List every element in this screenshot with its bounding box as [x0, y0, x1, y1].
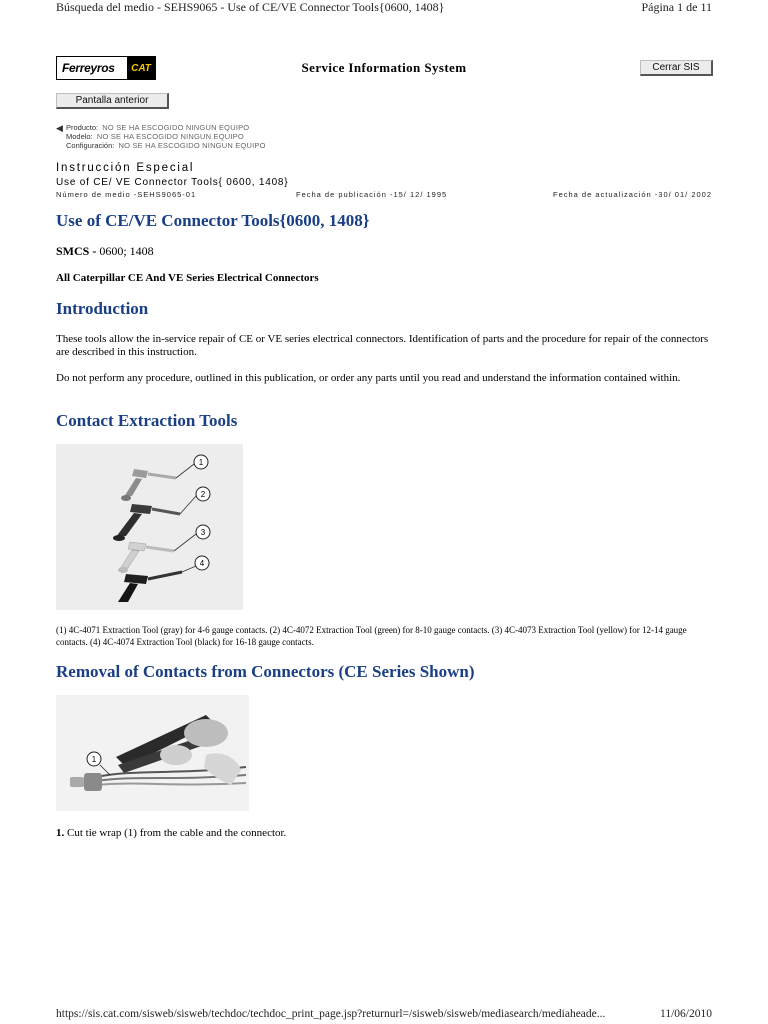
publication-date: Fecha de publicación -15/ 12/ 1995: [296, 190, 448, 199]
removal-figure: [56, 695, 249, 811]
smcs-line: [56, 245, 716, 258]
back-arrow-icon[interactable]: ◀: [56, 123, 63, 133]
step-1-text: Cut tie wrap (1) from the cable and the connector.: [67, 827, 287, 839]
footer-url: https://sis.cat.com/sisweb/sisweb/techdoc/techdoc_print_page.jsp?returnurl=/sisweb/sisweb/mediasearch/mediaheade...: [56, 1008, 606, 1020]
document-type: Instrucción Especial: [56, 162, 195, 174]
smcs-label: SMCS -: [56, 244, 97, 258]
main-title: Use of CE/VE Connector Tools{0600, 1408}: [56, 211, 370, 230]
logo-brand: Ferreyros: [62, 61, 115, 75]
previous-screen-button[interactable]: Pantalla anterior: [56, 93, 169, 109]
print-header-title: Búsqueda del medio - SEHS9065 - Use of CE/VE Connector Tools{0600, 1408}: [56, 0, 445, 14]
model-line: [66, 132, 244, 141]
document-title: Use of CE/ VE Connector Tools{ 0600, 1408}: [56, 177, 289, 188]
fig2-callout-label: 1: [91, 755, 97, 764]
step-1: [56, 827, 716, 840]
model-value: NO SE HA ESCOGIDO NINGUN EQUIPO: [96, 132, 244, 141]
configuration-value: NO SE HA ESCOGIDO NINGUN EQUIPO: [118, 141, 266, 150]
smcs-value: 0600; 1408: [99, 244, 154, 258]
callout-3-label: 3: [200, 528, 206, 537]
introduction-heading: Introduction: [56, 299, 149, 318]
close-sis-button[interactable]: Cerrar SIS: [640, 60, 713, 76]
callout-4-label: 4: [199, 559, 205, 568]
footer-date: 11/06/2010: [660, 1008, 712, 1020]
callout-1-label: 1: [198, 458, 204, 467]
update-date: Fecha de actualización -30/ 01/ 2002: [553, 190, 712, 199]
applies-to: All Caterpillar CE And VE Series Electrical Connectors: [56, 272, 319, 284]
callout-2-label: 2: [200, 490, 206, 499]
cat-logo-icon: CAT: [127, 57, 155, 79]
extraction-tools-figure: [56, 444, 243, 610]
introduction-paragraph-2: Do not perform any procedure, outlined in this publication, or order any parts until you read and understand the information contained within.: [56, 372, 681, 384]
introduction-paragraph-1: These tools allow the in-service repair of CE or VE series electrical connectors. Identification of parts and the procedure for repair of the connectors are described in this instruction.: [56, 333, 709, 358]
removal-heading: Removal of Contacts from Connectors (CE Series Shown): [56, 662, 475, 681]
configuration-label: Configuración:: [66, 141, 115, 150]
model-label: Modelo:: [66, 132, 93, 141]
product-label: Producto:: [66, 123, 99, 132]
product-line: [66, 123, 249, 132]
figure-1-caption: (1) 4C-4071 Extraction Tool (gray) for 4-6 gauge contacts. (2) 4C-4072 Extraction Tool (green) for 8-10 gauge contacts. (3) 4C-4073 Extraction Tool (yellow) for 12-14 gauge contacts. (4) 4C-4074 Extraction Tool (black) for 16-18 gauge contacts.: [56, 625, 687, 647]
step-1-number: 1.: [56, 827, 65, 839]
sis-title: Service Information System: [301, 60, 467, 75]
print-header-page: Página 1 de 11: [641, 0, 712, 14]
media-number: Número de medio -SEHS9065-01: [56, 190, 197, 199]
extraction-tools-heading: Contact Extraction Tools: [56, 411, 238, 430]
configuration-line: [66, 141, 266, 150]
product-value: NO SE HA ESCOGIDO NINGUN EQUIPO: [102, 123, 250, 132]
